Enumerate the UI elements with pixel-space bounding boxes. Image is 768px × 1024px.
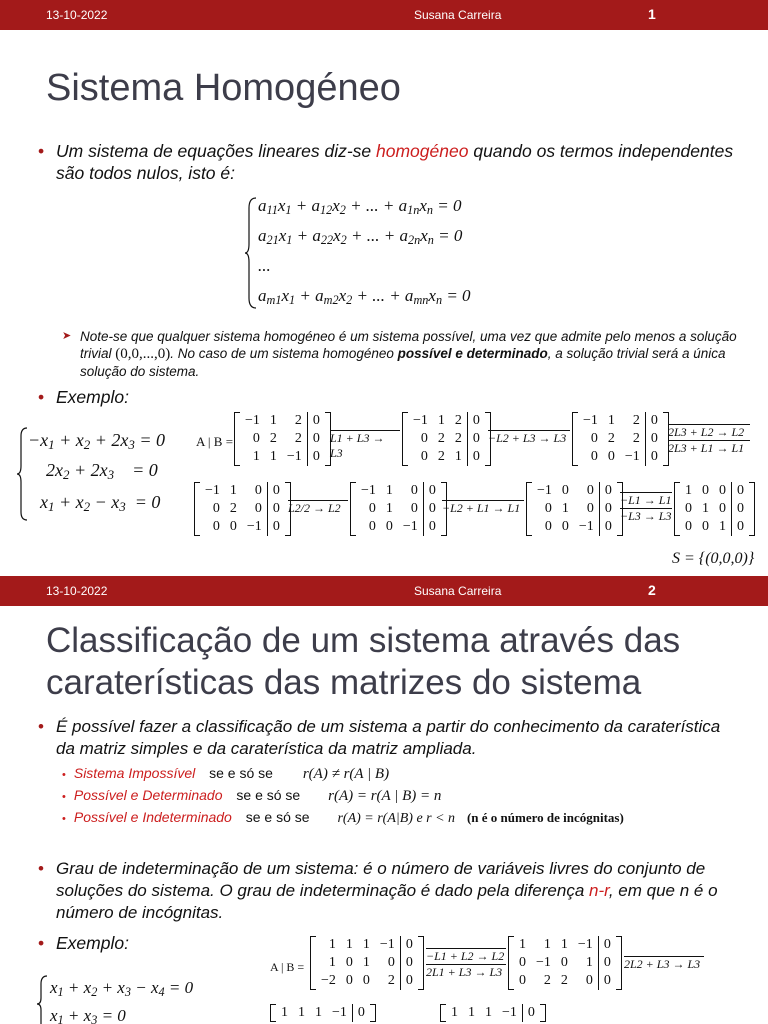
title-line: Classificação de um sistema através das: [46, 621, 681, 660]
matrix-row: [532, 482, 617, 500]
matrix-row: [514, 936, 616, 954]
matrix-cell: 0: [599, 500, 617, 518]
matrix-cell: 0: [598, 954, 616, 972]
matrix-cell: 1: [485, 1005, 492, 1020]
matrix-cell: 1: [702, 501, 709, 516]
matrix-cell: 0: [719, 483, 726, 498]
matrix-row: [240, 448, 325, 466]
matrix-cell: −1: [332, 1005, 347, 1020]
matrix: [572, 412, 669, 471]
matrix-row: [200, 500, 285, 518]
matrix-row: [276, 1004, 370, 1022]
matrix-row: [680, 482, 749, 500]
matrix-row: [316, 936, 418, 954]
matrix-cell: 0: [586, 501, 594, 516]
header-author: Susana Carreira: [414, 584, 502, 598]
matrix-cell: 0: [732, 482, 750, 500]
class-condition: se e só se: [209, 765, 273, 781]
brace-icon: [16, 426, 28, 522]
example-system: [36, 974, 226, 1024]
matrix-row: [356, 518, 441, 536]
slide-number: 2: [648, 582, 656, 598]
matrix-cell: 0: [423, 482, 441, 500]
row-operation-label: −L2 + L3 → L3: [488, 430, 570, 446]
matrix-cell: 0: [362, 973, 370, 988]
matrix-cell: 0: [702, 483, 709, 498]
matrix-cell: 2: [437, 449, 445, 464]
slide-2: [0, 576, 768, 1024]
matrix-row: [578, 448, 663, 466]
solution-set: S = {(0,0,0)}: [672, 550, 755, 567]
matrix-cell: 0: [685, 501, 692, 516]
matrix-row: [240, 412, 325, 430]
bullet-dot-icon: •: [62, 813, 66, 825]
matrix-cell: 0: [307, 448, 325, 466]
matrix-row: [240, 430, 325, 448]
matrix-cell: −1: [583, 413, 598, 428]
augmented-matrix: [234, 412, 331, 466]
matrix-cell: 0: [307, 412, 325, 430]
matrix-cell: −1: [502, 1005, 517, 1020]
matrix-cell: −1: [624, 449, 640, 464]
matrix-row: [408, 430, 485, 448]
system-line: ...: [258, 256, 271, 275]
matrix-cell: 1: [561, 501, 569, 516]
matrix-cell: 1: [385, 501, 393, 516]
row-operation-label: L1 + L3 → L3: [330, 430, 400, 461]
matrix-cell: 1: [560, 937, 568, 952]
row-operation: [620, 492, 672, 524]
matrix-row: [532, 518, 617, 536]
example-equation: $2x_2 + 2x_3$ = 0: [46, 460, 158, 483]
class-impossivel: [62, 764, 389, 784]
matrix-cell: −1: [286, 449, 302, 464]
matrix-cell: −1: [402, 519, 418, 534]
matrix-cell: 0: [585, 973, 593, 988]
matrix-cell: 2: [294, 413, 302, 428]
row-operation-label: L2/2 → L2: [288, 500, 348, 516]
matrix-cell: 0: [387, 955, 395, 970]
matrix-cell: 0: [368, 501, 376, 516]
augmented-matrix: [310, 936, 424, 990]
class-name: Sistema Impossível: [73, 765, 196, 781]
matrix-row: [680, 500, 749, 518]
brace-icon: [36, 974, 48, 1024]
matrix-cell: 0: [607, 449, 615, 464]
matrix-cell: 0: [732, 500, 750, 518]
matrix-cell: 0: [212, 519, 220, 534]
row-operation: [488, 430, 570, 446]
matrix: [508, 936, 622, 995]
matrix-cell: 0: [420, 431, 428, 446]
matrix-cell: 1: [298, 1005, 305, 1020]
matrix-cell: −1: [577, 937, 593, 952]
matrix-cell: 0: [410, 501, 418, 516]
row-operation-label: 2L3 + L2 → L2: [668, 424, 750, 440]
matrix-cell: 1: [252, 449, 260, 464]
matrix-cell: 0: [368, 519, 376, 534]
row-operation-label: −L1 → L1: [620, 493, 672, 507]
matrix-cell: 0: [645, 412, 663, 430]
matrix-cell: −1: [536, 955, 551, 970]
matrix-row: [578, 412, 663, 430]
bullet-text: quando os termos independentes são todos nulos, isto é:: [56, 141, 734, 183]
highlight-term: n-r: [589, 881, 609, 900]
matrix-cell: 0: [599, 482, 617, 500]
matrix-cell: 0: [645, 430, 663, 448]
class-formula: r(A) = r(A|B) e r < n: [337, 811, 456, 826]
right-bracket: [749, 482, 755, 536]
matrix-cell: 1: [468, 1005, 475, 1020]
row-operation-label: −L3 → L3: [620, 509, 672, 523]
matrix-cell: 2: [560, 973, 568, 988]
row-operation-label: 2L3 + L1 → L1: [668, 440, 750, 456]
matrix-cell: 1: [437, 413, 445, 428]
matrix-cell: 0: [345, 973, 353, 988]
bullet-dot-icon: •: [38, 387, 45, 407]
note-bold: possível e determinado: [397, 346, 548, 361]
class-indeterminado: [62, 808, 624, 828]
matrix-cell: 0: [519, 955, 526, 970]
matrix-cell: 0: [544, 501, 552, 516]
matrix-row: [446, 1004, 540, 1022]
augmented-matrix: [508, 936, 622, 990]
example-system: [16, 426, 186, 522]
row-operation-label: −L2 + L1 → L1: [442, 500, 524, 516]
matrix-cell: 0: [467, 430, 485, 448]
matrix-cell: 2: [543, 973, 551, 988]
matrix-row: [316, 954, 418, 972]
matrix-cell: 0: [561, 519, 569, 534]
matrix-cell: 1: [451, 1005, 458, 1020]
slide-header: [0, 576, 768, 606]
class-name: Possível e Indeterminado: [73, 809, 232, 825]
bullet-indeterminacy: [38, 858, 728, 924]
matrix-cell: 0: [345, 955, 353, 970]
bullet-dot-icon: •: [62, 769, 66, 781]
matrix-cell: −1: [246, 519, 262, 534]
matrix-cell: 0: [254, 501, 262, 516]
slide-number: 1: [648, 6, 656, 22]
matrix-cell: 1: [362, 955, 370, 970]
matrix-cell: 1: [719, 519, 726, 534]
matrix-cell: 0: [467, 412, 485, 430]
note-text: , a solução trivial será a única solução do sistema.: [80, 346, 726, 379]
bullet-classification: [38, 716, 738, 760]
matrix: [526, 482, 623, 541]
augmented-matrix: [194, 482, 291, 536]
matrix-cell: 0: [522, 1004, 540, 1022]
matrix-cell: 2: [607, 431, 615, 446]
matrix-cell: −1: [379, 937, 395, 952]
matrix-cell: 0: [599, 518, 617, 536]
matrix-cell: 2: [454, 431, 462, 446]
matrix-cell: 0: [423, 518, 441, 536]
augmented-matrix: [674, 482, 755, 536]
matrix-cell: 1: [454, 449, 462, 464]
matrix-cell: 1: [385, 483, 393, 498]
system-line: $a_{11}x_1 + a_{12}x_2$ + ... + $a_{1n}x_n = 0$: [258, 196, 462, 218]
matrix-cell: 0: [590, 449, 598, 464]
class-formula: r(A) ≠ r(A | B): [302, 766, 390, 782]
matrix-cell: 2: [229, 501, 237, 516]
bullet-dot-icon: •: [38, 859, 44, 878]
matrix-cell: 2: [269, 431, 277, 446]
matrix-cell: 2: [437, 431, 445, 446]
matrix-cell: 0: [352, 1004, 370, 1022]
highlight-term: homogéneo: [376, 141, 469, 161]
matrix-cell: 0: [598, 972, 616, 990]
matrix-cell: 0: [267, 500, 285, 518]
matrix-cell: 0: [685, 519, 692, 534]
augmented-label: A | B =: [270, 960, 305, 974]
trivial-solution: (0,0,...,0): [115, 346, 171, 362]
matrix-cell: −1: [537, 483, 552, 498]
brace-icon: [244, 196, 258, 310]
bullet-text: É possível fazer a classificação de um sistema a partir do conhecimento da caraterística da matriz simples e da caraterística da matriz ampliada.: [56, 717, 721, 758]
right-bracket: [616, 936, 622, 990]
matrix-cell: 1: [585, 955, 593, 970]
matrix-row: [578, 430, 663, 448]
augmented-label: A | B =: [196, 434, 234, 449]
matrix-cell: 0: [307, 430, 325, 448]
matrix-cell: 0: [586, 483, 594, 498]
row-operation-label: −L1 + L2 → L2: [426, 949, 505, 963]
matrix-cell: 0: [254, 483, 262, 498]
augmented-matrix: [402, 412, 491, 466]
bullet-text: Grau de indeterminação de um sistema: é o número de variáveis livres do conjunto de soluções do sistema. O grau de indeterminação é dado pela diferença: [56, 859, 706, 900]
matrix-cell: 0: [267, 482, 285, 500]
class-determinado: [62, 786, 441, 806]
matrix-cell: 1: [345, 937, 353, 952]
matrix-cell: −1: [205, 483, 220, 498]
matrix-cell: −1: [245, 413, 260, 428]
matrix-cell: −1: [413, 413, 428, 428]
row-operation: [668, 424, 750, 456]
row-operation: [288, 500, 348, 516]
matrix-cell: 0: [732, 518, 750, 536]
matrix: [194, 482, 291, 541]
matrix-cell: 0: [212, 501, 220, 516]
augmented-matrix: [440, 1004, 546, 1022]
matrix-cell: 1: [607, 413, 615, 428]
matrix-cell: 2: [632, 413, 640, 428]
header-date: 13-10-2022: [46, 8, 108, 22]
matrix-row: [200, 482, 285, 500]
matrix-row: [316, 972, 418, 990]
matrix-row: [408, 412, 485, 430]
matrix-cell: −1: [361, 483, 376, 498]
augmented-matrix: [270, 1004, 376, 1022]
system-line: $a_{m1}x_1 + a_{m2}x_2$ + ... + $a_{mn}x_n = 0$: [258, 286, 471, 308]
example-equation: $x_1 + x_2 + x_3 - x_4 = 0$: [50, 978, 194, 1000]
matrix-cell: 0: [229, 519, 237, 534]
class-name: Possível e Determinado: [73, 787, 223, 803]
note-trivial-solution: [62, 328, 742, 380]
matrix-cell: 1: [281, 1005, 288, 1020]
matrix: [270, 1004, 376, 1024]
matrix-cell: 0: [252, 431, 260, 446]
matrix-cell: 0: [420, 449, 428, 464]
matrix-cell: −1: [578, 519, 594, 534]
matrix-cell: 0: [544, 519, 552, 534]
class-condition: se e só se: [245, 809, 310, 825]
row-operation: [426, 948, 506, 980]
matrix-cell: 1: [328, 955, 336, 970]
matrix-cell: 1: [519, 937, 526, 952]
matrix-cell: 2: [632, 431, 640, 446]
matrix-cell: 1: [229, 483, 237, 498]
row-operation: [624, 956, 704, 972]
matrix-row: [514, 972, 616, 990]
matrix-cell: 0: [410, 483, 418, 498]
matrix-cell: 0: [400, 936, 418, 954]
note-text: . No caso de um sistema homogéneo: [170, 346, 398, 361]
title-line: caraterísticas das matrizes do sistema: [46, 663, 642, 702]
matrix-cell: 0: [467, 448, 485, 466]
right-bracket: [370, 1004, 376, 1022]
system-line: $a_{21}x_1 + a_{22}x_2$ + ... + $a_{2n}x_n = 0$: [258, 226, 463, 248]
augmented-matrix: [350, 482, 447, 536]
matrix-cell: 1: [362, 937, 370, 952]
right-bracket: [540, 1004, 546, 1022]
row-operation-label: 2L2 + L3 → L3: [624, 956, 704, 972]
example-label: Exemplo:: [56, 387, 129, 407]
matrix-row: [514, 954, 616, 972]
matrix-cell: 0: [519, 973, 526, 988]
matrix-cell: 1: [543, 937, 551, 952]
note-text: Note-se que qualquer sistema homogéneo é um sistema possível, uma vez que admite pelo menos a solução trivial: [80, 329, 737, 361]
matrix: [674, 482, 755, 541]
matrix-cell: 1: [315, 1005, 322, 1020]
bullet-dot-icon: •: [62, 791, 66, 803]
matrix-cell: 2: [387, 973, 395, 988]
row-operation-label: 2L1 + L3 → L3: [426, 964, 506, 980]
matrix: [350, 482, 447, 541]
augmented-matrix: [526, 482, 623, 536]
matrix-row: [356, 500, 441, 518]
example-equation: $x_1 + x_2 - x_3 = 0$: [40, 492, 161, 515]
matrix-row: [680, 518, 749, 536]
matrix-cell: 0: [560, 955, 568, 970]
class-condition: se e só se: [236, 787, 301, 803]
matrix-row: [356, 482, 441, 500]
row-operation: [442, 500, 524, 516]
bullet-dot-icon: •: [38, 717, 44, 736]
matrix-cell: 1: [685, 483, 692, 498]
header-author: Susana Carreira: [414, 8, 502, 22]
example-label: Exemplo:: [56, 933, 129, 953]
slide-title: [46, 620, 680, 704]
matrix-cell: 0: [385, 519, 393, 534]
matrix-cell: 0: [267, 518, 285, 536]
example-equation: $-x_1 + x_2 + 2x_3 = 0$: [28, 430, 166, 453]
matrix-cell: 0: [719, 501, 726, 516]
row-operation: [330, 430, 400, 461]
matrix-cell: −2: [321, 973, 336, 988]
matrix-cell: 0: [423, 500, 441, 518]
bullet-dot-icon: •: [38, 933, 45, 953]
matrix-cell: 1: [269, 449, 277, 464]
general-system: [244, 196, 504, 310]
class-formula: r(A) = r(A | B) = n: [328, 788, 442, 804]
matrix-cell: 0: [702, 519, 709, 534]
matrix: [234, 412, 331, 471]
matrix-cell: 2: [294, 431, 302, 446]
matrix-cell: 0: [400, 972, 418, 990]
matrix: [402, 412, 491, 471]
matrix-row: [532, 500, 617, 518]
slide-header: [0, 0, 768, 30]
bullet-definition: [38, 140, 738, 184]
matrix-cell: 1: [328, 937, 336, 952]
header-date: 13-10-2022: [46, 584, 108, 598]
bullet-example: [38, 386, 738, 408]
matrix: [440, 1004, 546, 1024]
matrix-cell: 0: [645, 448, 663, 466]
bullet-text: , em que n é o número de incógnitas.: [56, 881, 718, 922]
arrow-bullet-icon: ➤: [62, 330, 72, 342]
matrix: [310, 936, 424, 995]
matrix-cell: 2: [454, 413, 462, 428]
augmented-matrix: [572, 412, 669, 466]
bullet-text: Um sistema de equações lineares diz-se: [56, 141, 377, 161]
matrix-cell: 0: [598, 936, 616, 954]
matrix-row: [200, 518, 285, 536]
matrix-cell: 0: [561, 483, 569, 498]
right-bracket: [418, 936, 424, 990]
matrix-cell: 0: [590, 431, 598, 446]
slide-title: Sistema Homogéneo: [46, 67, 401, 109]
matrix-row: [408, 448, 485, 466]
example-equation: $x_1 + x_3 = 0$: [50, 1006, 126, 1024]
bullet-dot-icon: •: [38, 141, 45, 161]
matrix-cell: 0: [400, 954, 418, 972]
matrix-cell: 1: [269, 413, 277, 428]
class-note: (n é o número de incógnitas): [466, 810, 624, 825]
